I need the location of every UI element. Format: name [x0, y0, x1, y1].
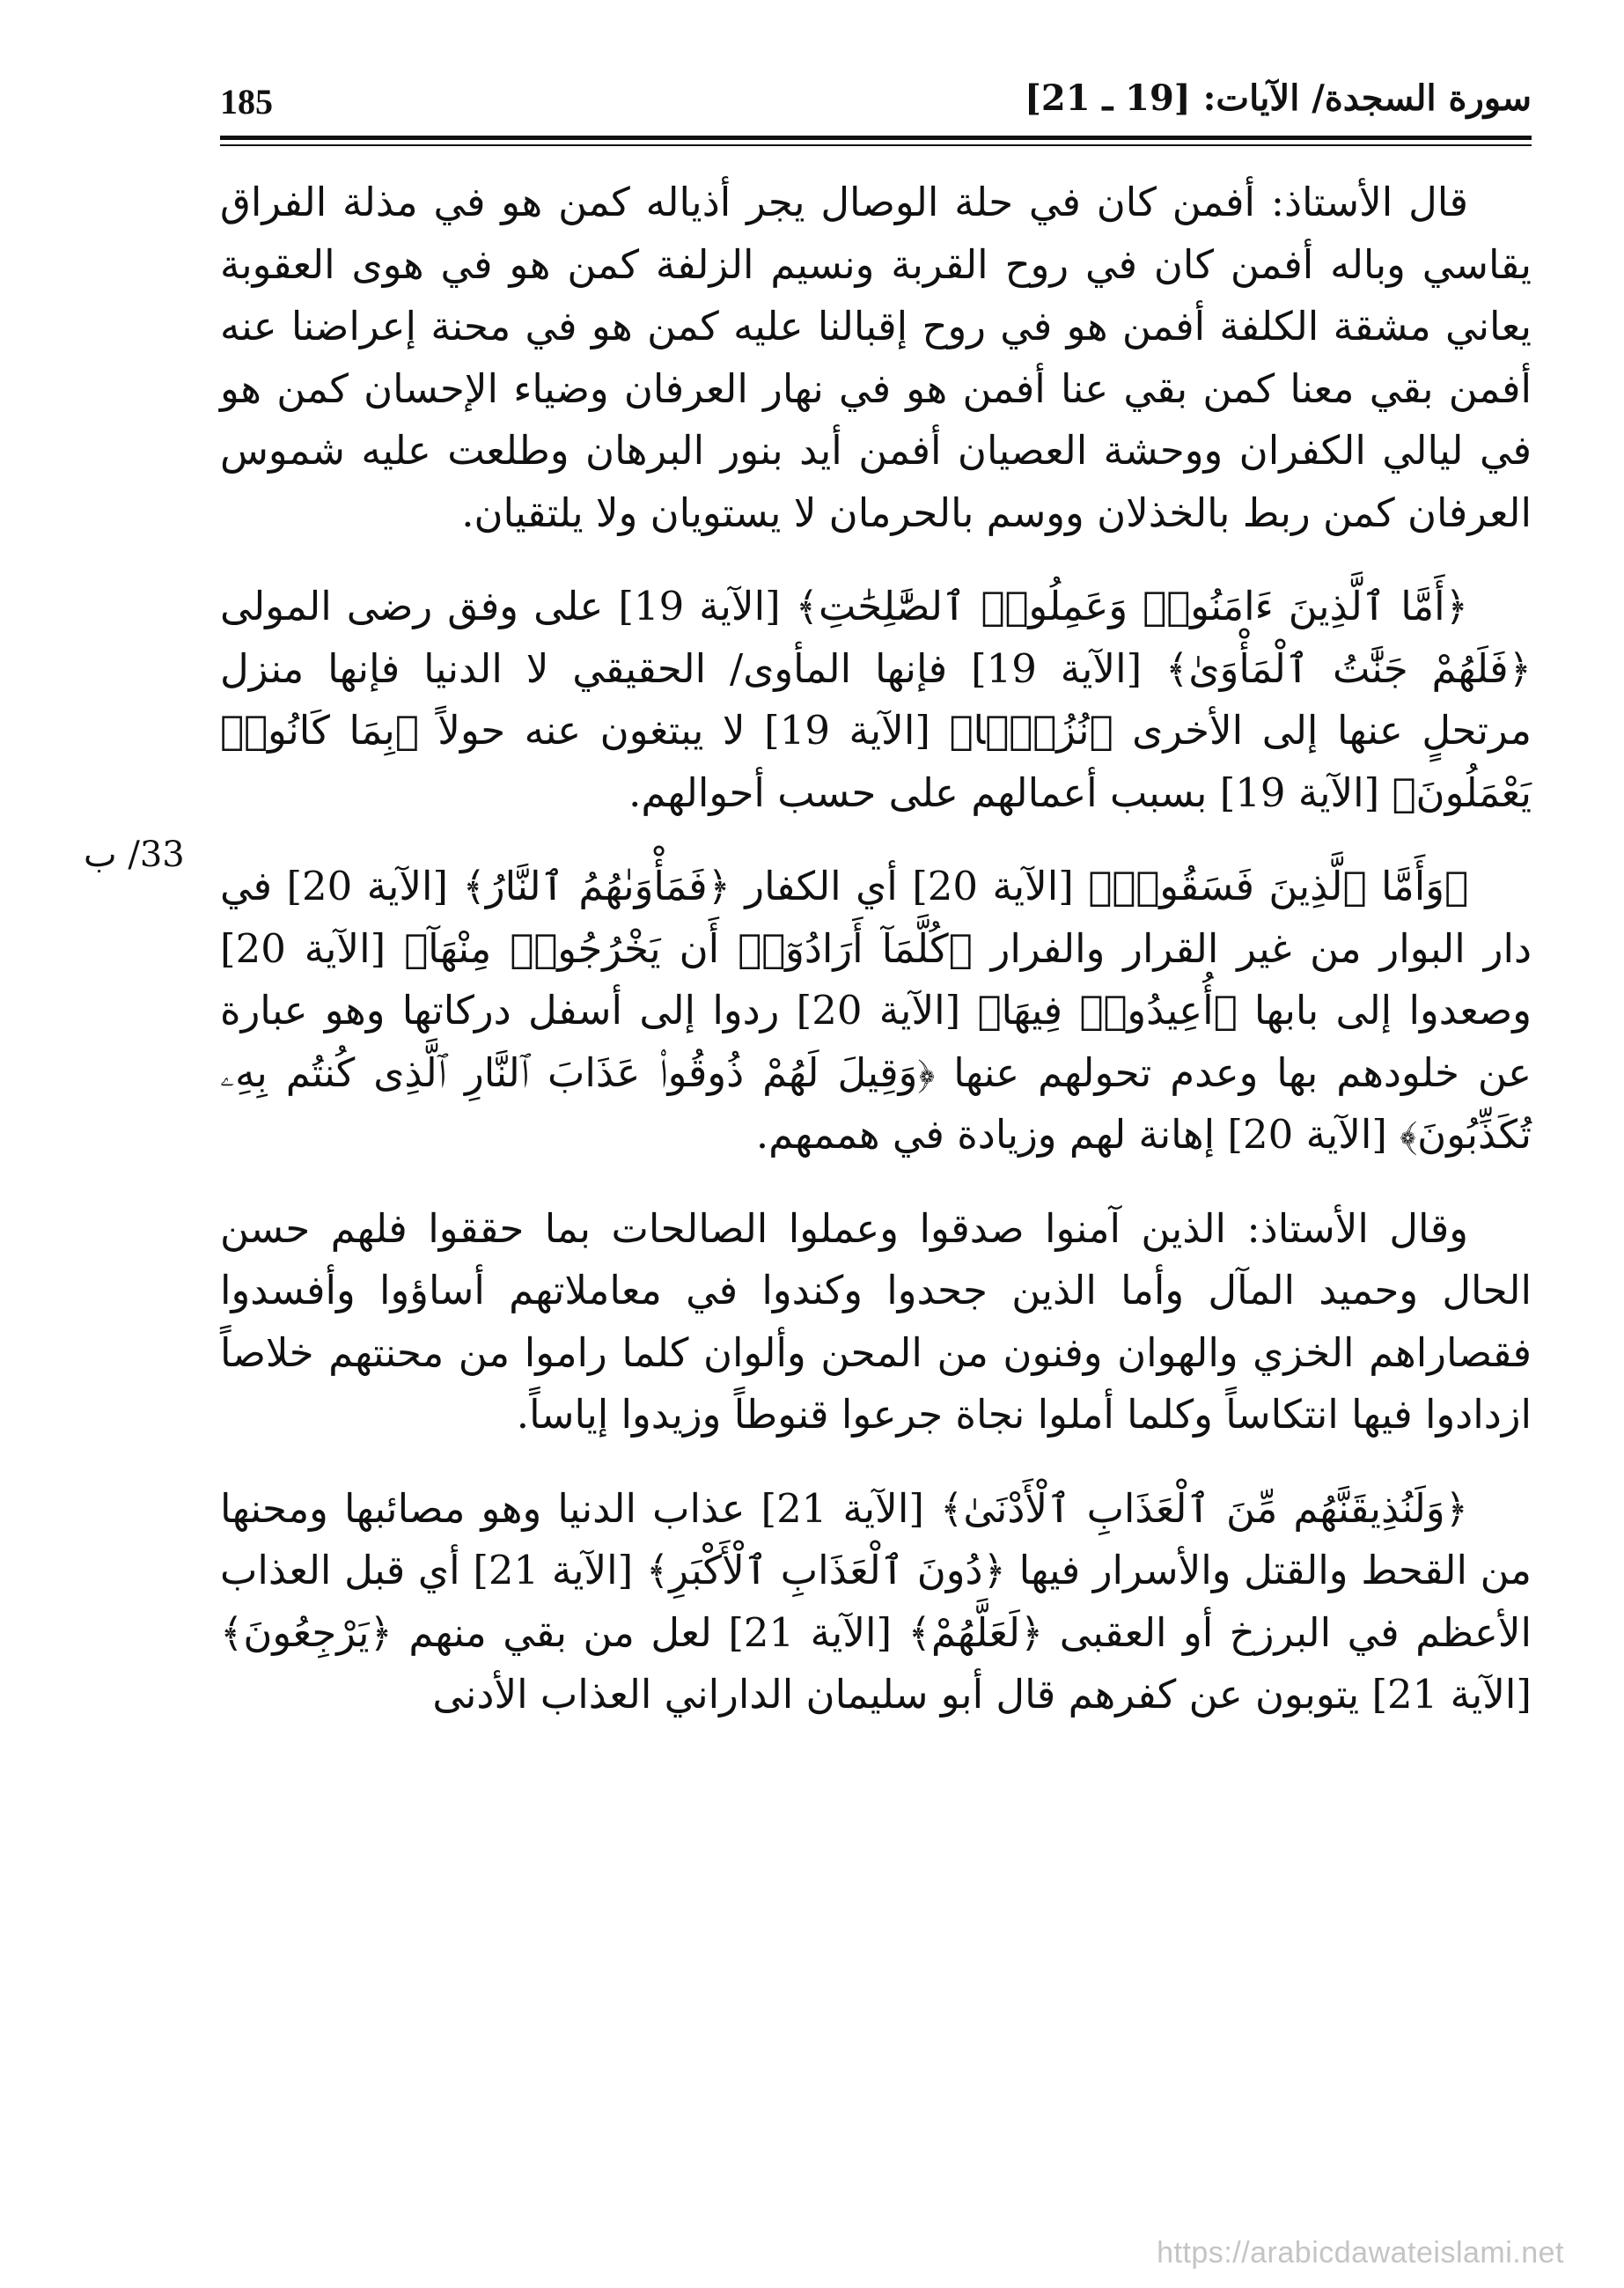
- paragraph-4: وقال الأستاذ: الذين آمنوا صدقوا وعملوا الصالحات بما حققوا فلهم حسن الحال وحميد المآل وأما الذين جحدوا وكندوا في معاملاتهم أساؤوا وأفسدوا فقصاراهم الخزي والهوان وفنون من المحن وألوان كلما راموا من محنتهم خلاصاً ازدادوا فيها انتكاساً وكلما أملوا نجاة جرعوا قنوطاً وزيدوا إياساً.: [220, 1204, 1532, 1438]
- page-number: 185: [220, 82, 273, 121]
- paragraph-1: قال الأستاذ: أفمن كان في حلة الوصال يجر أذياله كمن هو في مذلة الفراق يقاسي وباله أفمن كان في روح القربة ونسيم الزلفة كمن هو في هوى العقوبة يعاني مشقة الكلفة أفمن هو في روح إقبالنا عليه كمن هو في محنة إعراضنا عنه أفمن بقي معنا كمن بقي عنا أفمن هو في نهار العرفان وضياء الإحسان كمن هو في ليالي الكفران ووحشة العصيان أفمن أيد بنور البرهان وطلعت عليه شموس العرفان كمن ربط بالخذلان ووسم بالحرمان لا يستويان ولا يلتقيان.: [220, 179, 1532, 536]
- source-watermark: https://arabicdawateislami.net: [1157, 2236, 1564, 2270]
- header-rule-thick: [220, 136, 1532, 140]
- page-header: [220, 77, 1532, 130]
- paragraph-2: ﴿أَمَّا ٱلَّذِينَ ءَامَنُوا۟ وَعَمِلُوا۟ ٱلصَّٰلِحَٰتِ﴾ [الآية 19] على وفق رضى المولى ﴿فَلَهُمْ جَنَّٰتُ ٱلْمَأْوَىٰ﴾ [الآية 19] فإنها المأوى/ الحقيقي لا الدنيا فإنها منزل مرتحلٍ عنها إلى الأخرى ﴿نُزُلًۢا﴾ [الآية 19] لا يبتغون عنه حولاً ﴿بِمَا كَانُوا۟ يَعْمَلُونَ﴾ [الآية 19] بسبب أعمالهم على حسب أحوالهم.: [220, 583, 1532, 816]
- header-rule-thin: [220, 144, 1532, 146]
- paragraph-3: ﴿وَأَمَّا ٱلَّذِينَ فَسَقُوا۟﴾ [الآية 20] أي الكفار ﴿فَمَأْوَىٰهُمُ ٱلنَّارُ﴾ [الآية 20] في دار البوار من غير القرار والفرار ﴿كُلَّمَآ أَرَادُوٓا۟ أَن يَخْرُجُوا۟ مِنْهَآ﴾ [الآية 20] وصعدوا إلى بابها ﴿أُعِيدُوا۟ فِيهَا﴾ [الآية 20] ردوا إلى أسفل دركاتها وهو عبارة عن خلودهم بها وعدم تحولهم عنها ﴿وَقِيلَ لَهُمْ ذُوقُوا۟ عَذَابَ ٱلنَّارِ ٱلَّذِى كُنتُم بِهِۦ تُكَذِّبُونَ﴾ [الآية 20] إهانة لهم وزيادة في هممهم.: [220, 863, 1532, 1158]
- running-title: سورة السجدة/ الآيات: [19 ـ 21]: [1024, 77, 1532, 119]
- body-text: [220, 172, 1532, 1758]
- paragraph-5: ﴿وَلَنُذِيقَنَّهُم مِّنَ ٱلْعَذَابِ ٱلْأَدْنَىٰ﴾ [الآية 21] عذاب الدنيا وهو مصائبها ومحنها من القحط والقتل والأسرار فيها ﴿دُونَ ٱلْعَذَابِ ٱلْأَكْبَرِ﴾ [الآية 21] أي قبل العذاب الأعظم في البرزخ أو العقبى ﴿لَعَلَّهُمْ﴾ [الآية 21] لعل من بقي منهم ﴿يَرْجِعُونَ﴾ [الآية 21] يتوبون عن كفرهم قال أبو سليمان الداراني العذاب الأدنى: [220, 1484, 1532, 1718]
- manuscript-folio-note: 33/ ب: [84, 835, 185, 875]
